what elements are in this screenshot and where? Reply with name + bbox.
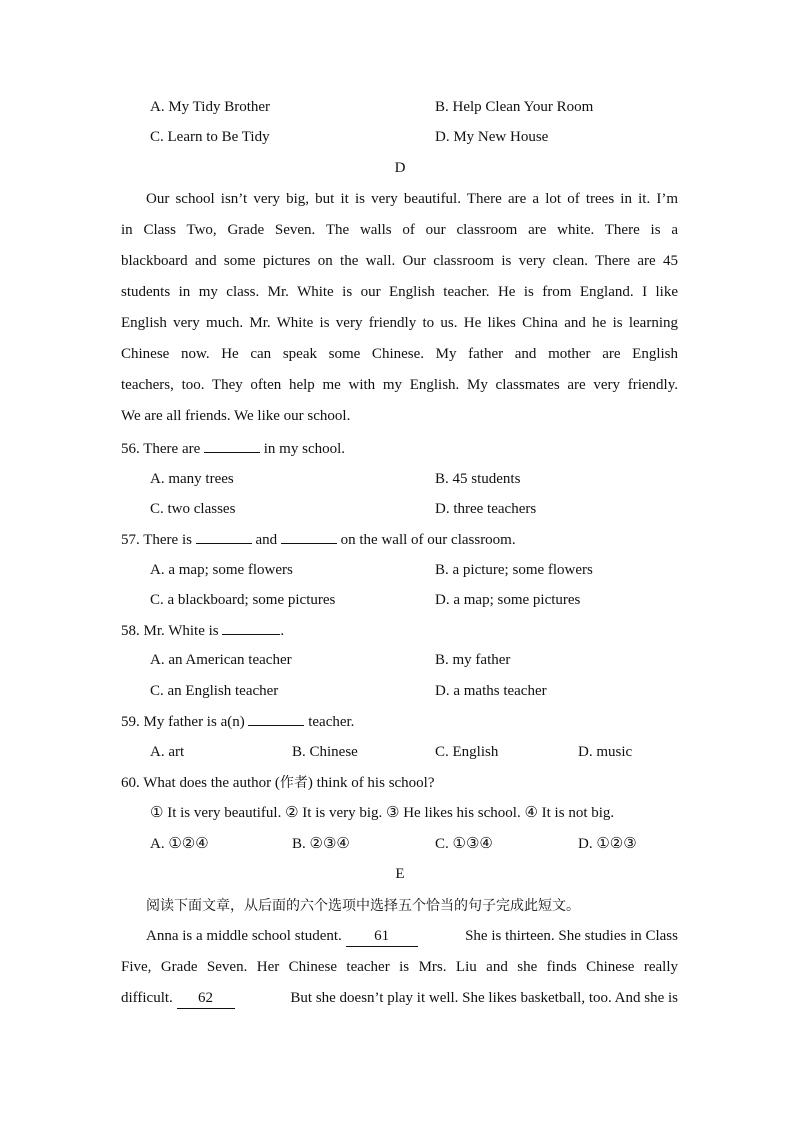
q60-option-c: C. ①③④ bbox=[435, 836, 493, 852]
passage-text: She is thirteen. She studies in Class bbox=[465, 928, 678, 944]
q57-option-a: A. a map; some flowers bbox=[150, 562, 293, 578]
q56-option-c: C. two classes bbox=[150, 501, 236, 517]
passage-line: Our school isn’t very big, but it is very beautiful. There are a lot of trees in it. I’m bbox=[146, 191, 678, 207]
q59-option-c: C. English bbox=[435, 744, 499, 760]
section-e-heading: E bbox=[395, 866, 405, 882]
q59-option-a: A. art bbox=[150, 744, 185, 760]
answer-blank bbox=[248, 711, 304, 726]
option-b: B. Help Clean Your Room bbox=[435, 99, 594, 115]
q60-statements: ① It is very beautiful. ② It is very big. ③ He likes his school. ④ It is not big. bbox=[150, 805, 615, 821]
section-e-line-3 bbox=[121, 988, 678, 1009]
section-d-heading: D bbox=[394, 160, 406, 176]
blank-61: 61 bbox=[346, 926, 418, 947]
passage-line: English very much. Mr. White is very friendly to us. He likes China and he is learning bbox=[121, 315, 678, 331]
q60-option-d: D. ①②③ bbox=[578, 836, 637, 852]
q58-option-d: D. a maths teacher bbox=[435, 683, 547, 699]
passage-text: difficult. bbox=[121, 990, 177, 1006]
q57-option-b: B. a picture; some flowers bbox=[435, 562, 593, 578]
q59-option-b: B. Chinese bbox=[292, 744, 358, 760]
answer-blank bbox=[196, 529, 252, 544]
passage-line: Chinese now. He can speak some Chinese. My father and mother are English bbox=[121, 346, 678, 362]
q58-option-a: A. an American teacher bbox=[150, 652, 292, 668]
option-d: D. My New House bbox=[435, 129, 549, 145]
question-59-text-end: teacher. bbox=[304, 714, 355, 730]
question-57-text-end: on the wall of our classroom. bbox=[336, 532, 516, 548]
q60-option-b: B. ②③④ bbox=[292, 836, 350, 852]
question-60-text-end: ) think of his school? bbox=[307, 775, 435, 791]
passage-line: blackboard and some pictures on the wall. Our classroom is very clean. There are 45 bbox=[121, 253, 678, 269]
passage-line: in Class Two, Grade Seven. The walls of our classroom are white. There is a bbox=[121, 222, 678, 238]
passage-line: Five, Grade Seven. Her Chinese teacher is Mrs. Liu and she finds Chinese really bbox=[121, 959, 678, 975]
question-58-text-end: . bbox=[280, 623, 285, 639]
answer-blank bbox=[204, 438, 260, 453]
question-59 bbox=[121, 711, 354, 732]
passage-line: students in my class. Mr. White is our English teacher. He is from England. I like bbox=[121, 284, 678, 300]
option-c: C. Learn to Be Tidy bbox=[150, 129, 270, 145]
section-e-line-1 bbox=[146, 926, 678, 947]
section-e-instruction: 阅读下面文章，从后面的六个选项中选择五个恰当的句子完成此短文。 bbox=[146, 898, 580, 914]
q59-option-d: D. music bbox=[578, 744, 633, 760]
q57-option-d: D. a map; some pictures bbox=[435, 592, 581, 608]
option-a: A. My Tidy Brother bbox=[150, 99, 271, 115]
question-60-cjk: 作者 bbox=[279, 775, 308, 791]
question-56-text: 56. There are bbox=[121, 441, 205, 457]
question-60-text: 60. What does the author ( bbox=[121, 775, 280, 791]
question-57-text-mid: and bbox=[251, 532, 281, 548]
q60-option-a: A. ①②④ bbox=[150, 836, 209, 852]
answer-blank bbox=[281, 529, 337, 544]
passage-text: Anna is a middle school student. bbox=[146, 928, 346, 944]
passage-line: teachers, too. They often help me with my English. My classmates are very friendly. bbox=[121, 377, 678, 393]
question-57-text: 57. There is bbox=[121, 532, 196, 548]
question-56 bbox=[121, 438, 345, 459]
question-56-text-end: in my school. bbox=[260, 441, 346, 457]
q56-option-a: A. many trees bbox=[150, 471, 234, 487]
q58-option-c: C. an English teacher bbox=[150, 683, 279, 699]
question-59-text: 59. My father is a(n) bbox=[121, 714, 249, 730]
q58-option-b: B. my father bbox=[435, 652, 511, 668]
q57-option-c: C. a blackboard; some pictures bbox=[150, 592, 336, 608]
blank-62: 62 bbox=[177, 988, 235, 1009]
passage-line: We are all friends. We like our school. bbox=[121, 408, 351, 424]
question-58 bbox=[121, 620, 284, 641]
section-e-passage bbox=[121, 957, 678, 988]
q56-option-b: B. 45 students bbox=[435, 471, 521, 487]
answer-blank bbox=[222, 620, 280, 635]
section-d-passage bbox=[121, 189, 678, 437]
question-58-text: 58. Mr. White is bbox=[121, 623, 223, 639]
q56-option-d: D. three teachers bbox=[435, 501, 537, 517]
question-60 bbox=[121, 773, 435, 793]
passage-text: But she doesn’t play it well. She likes basketball, too. And she is bbox=[290, 990, 678, 1006]
question-57 bbox=[121, 529, 516, 550]
